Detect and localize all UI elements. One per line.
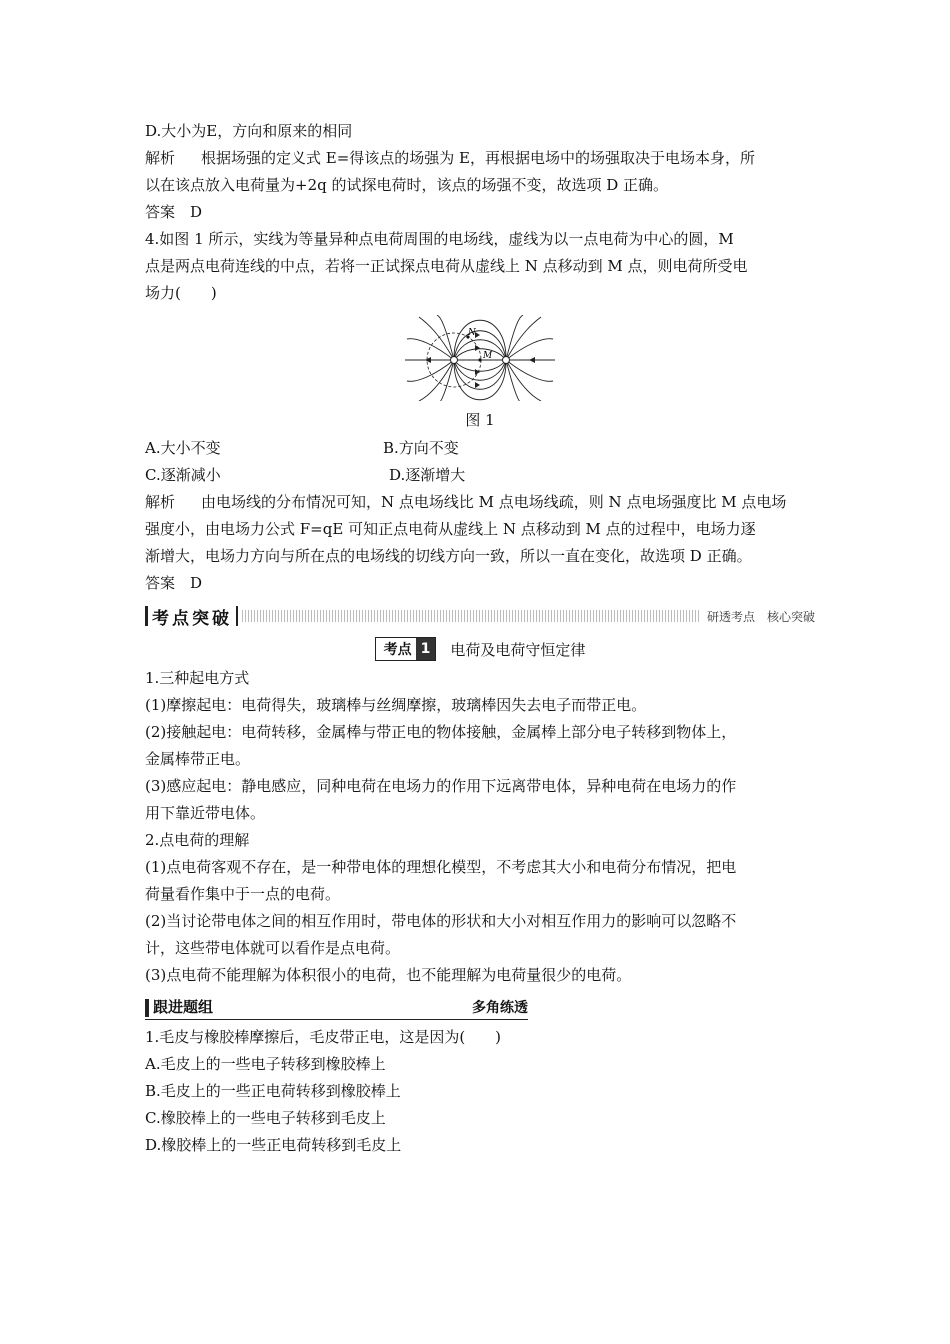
content-heading-2: 2.点电荷的理解 [145,831,250,849]
figure-caption: 图 1 [465,411,495,429]
content-para-5b: 计，这些带电体就可以看作是点电荷。 [145,939,401,957]
section-dotted-fill [242,610,701,622]
group-header [145,995,528,1020]
topic-badge [375,637,437,661]
group-bar-mark [145,999,149,1017]
section-title: 考点突破 [152,608,232,629]
q4-answer: 答案 D [145,574,203,592]
q4-stem-2: 点是两点电荷连线的中点，若将一正试探点电荷从虚线上 N 点移动到 M 点，则电荷所受电 [145,257,748,275]
content-para-3b: 用下靠近带电体。 [145,804,266,822]
q4-options-row-1 [145,435,815,462]
analysis-label: 解析 [145,493,176,511]
q3-analysis-text-1: 根据场强的定义式 E=得该点的场强为 E，再根据电场中的场强取决于电场本身，所 [201,149,756,167]
content-para-5a: (2)当讨论带电体之间的相互作用时，带电体的形状和大小对相互作用力的影响可以忽略不 [145,912,737,930]
q4-stem-3: 场力( ) [145,284,217,302]
q4-options-row-2 [145,462,815,489]
q4-option-a: A.大小不变 [145,439,221,457]
document-page [145,118,815,1159]
content-para-2a: (2)接触起电：电荷转移，金属棒与带正电的物体接触，金属棒上部分电子转移到物体上， [145,723,737,741]
electric-field-lines-figure [405,315,555,401]
q3-option-d: D.大小为E，方向和原来的相同 [145,122,353,140]
q3-analysis-line-1 [145,145,815,172]
figure-label-m: M [483,351,493,361]
topic-name: 电荷及电荷守恒定律 [450,640,586,659]
group-title: 跟进题组 [153,998,214,1016]
section-bar-mark [145,606,148,626]
analysis-label: 解析 [145,149,176,167]
q4-option-c: C.逐渐减小 [145,466,221,484]
q1-option-d: D.橡胶棒上的一些正电荷转移到毛皮上 [145,1136,402,1154]
q4-analysis-line-1 [145,489,815,516]
section-header [145,603,815,629]
q4-analysis-text-1: 由电场线的分布情况可知，N 点电场线比 M 点电场线疏，则 N 点电场强度比 M 点电场 [201,493,787,511]
q4-analysis-line-3: 渐增大，电场力方向与所在点的电场线的切线方向一致，所以一直在变化，故选项 D 正确。 [145,547,752,565]
section-right-text: 研透考点 核心突破 [701,608,815,625]
q3-analysis-line-2: 以在该点放入电荷量为+2q 的试探电荷时，该点的场强不变，故选项 D 正确。 [145,176,669,194]
topic-number: 1 [416,638,436,660]
q1-option-c: C.橡胶棒上的一些电子转移到毛皮上 [145,1109,386,1127]
q4-analysis-line-2: 强度小，由电场力公式 F=qE 可知正点电荷从虚线上 N 点移动到 M 点的过程中，电场力逐 [145,520,756,538]
q1-stem: 1.毛皮与橡胶棒摩擦后，毛皮带正电，这是因为( ) [145,1028,502,1046]
content-para-4a: (1)点电荷客观不存在，是一种带电体的理想化模型，不考虑其大小和电荷分布情况，把电 [145,858,737,876]
q4-option-b: B.方向不变 [383,439,459,457]
topic-header [145,637,815,661]
content-para-2b: 金属棒带正电。 [145,750,251,768]
figure-1 [145,315,815,433]
content-para-6: (3)点电荷不能理解为体积很小的电荷，也不能理解为电荷量很少的电荷。 [145,966,632,984]
content-para-4b: 荷量看作集中于一点的电荷。 [145,885,341,903]
q1-option-a: A.毛皮上的一些电子转移到橡胶棒上 [145,1055,386,1073]
content-para-3a: (3)感应起电：静电感应，同种电荷在电场力的作用下远离带电体，异种电荷在电场力的作 [145,777,737,795]
q1-option-b: B.毛皮上的一些正电荷转移到橡胶棒上 [145,1082,401,1100]
figure-label-n: N [468,328,476,338]
section-divider [236,606,238,626]
q3-answer: 答案 D [145,203,203,221]
group-subtitle: 多角练透 [472,1000,528,1016]
q4-stem-1: 4.如图 1 所示，实线为等量异种点电荷周围的电场线，虚线为以一点电荷为中心的圆，M [145,230,734,248]
topic-label: 考点 [383,642,412,658]
q4-option-d: D.逐渐增大 [389,466,466,484]
content-heading-1: 1.三种起电方式 [145,669,250,687]
content-para-1: (1)摩擦起电：电荷得失，玻璃棒与丝绸摩擦，玻璃棒因失去电子而带正电。 [145,696,647,714]
